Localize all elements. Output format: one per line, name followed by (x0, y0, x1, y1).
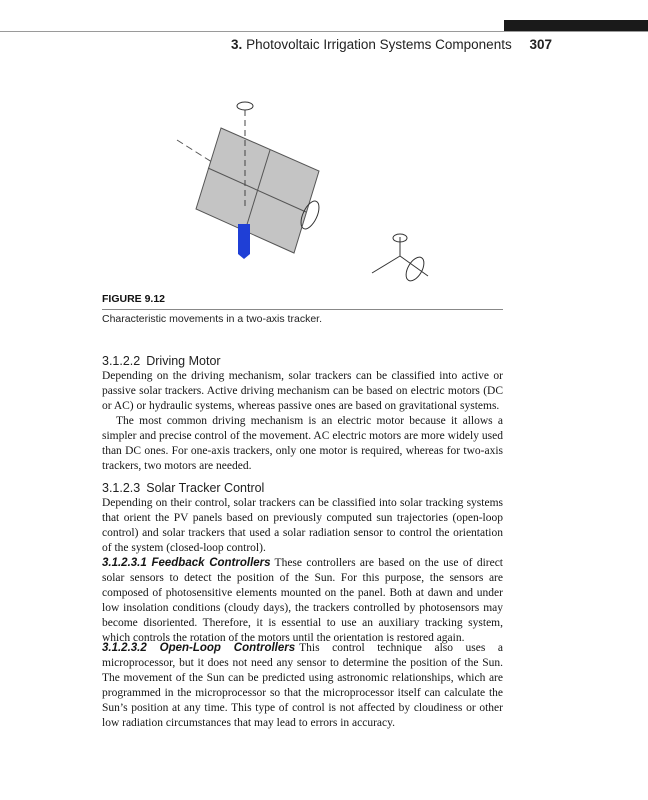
diagonal-axis-line (177, 140, 215, 164)
section-heading-driving-motor (102, 354, 221, 368)
feedback-controllers-paragraph (102, 556, 503, 646)
chapter-title: Photovoltaic Irrigation Systems Components (246, 37, 512, 52)
paragraph: Depending on their control, solar trackers can be classified into solar tracking systems that orient the PV panels based on previously computed sun trajectories (open-loop control) and solar trackers that used a solar radiation sensor to control the orientation of the system (closed-loop control). (102, 497, 503, 554)
chapter-number: 3. (231, 37, 243, 52)
section-title: Solar Tracker Control (146, 481, 265, 495)
section-title: Driving Motor (146, 354, 221, 368)
legend-tilt-rotation-icon (402, 254, 427, 284)
paragraph: The most common driving mechanism is an electric motor because it allows a simpler and precise control of the movement. AC electric motors are more widely used than DC ones. For one-axis trackers, only one motor is required, whereas for two-axis trackers, two motors are needed. (102, 415, 503, 472)
section-number: 3.1.2.2 (102, 354, 141, 368)
tracker-post (238, 224, 250, 254)
page-number: 307 (529, 37, 552, 52)
paragraph: Depending on the driving mechanism, solar trackers can be classified into active or passive solar trackers. Active driving mechanism can be based on electric motors (DC or AC) or hydraulic systems, whereas passive ones are based on gravitational systems. (102, 370, 503, 412)
open-loop-controllers-paragraph (102, 641, 503, 731)
subsection-heading: 3.1.2.3.1 Feedback Controllers (102, 557, 271, 569)
subsection-heading: 3.1.2.3.2 Open-Loop Controllers (102, 642, 296, 654)
figure-caption: Characteristic movements in a two-axis tracker. (102, 313, 322, 325)
two-axis-tracker-figure (160, 88, 460, 293)
header-bar (504, 20, 648, 31)
header-rule (0, 31, 648, 32)
section-heading-tracker-control (102, 481, 264, 495)
running-head (200, 37, 552, 52)
vertical-rotation-arrow (237, 102, 253, 110)
figure-rule (102, 309, 503, 310)
tracker-post-base (238, 254, 250, 259)
subsection-text: These controllers are based on the use of direct solar sensors to detect the position of the Sun. For this purpose, the sensors are composed of photosensitive elements mounted on the panel. Both at dawn and under low insolation conditions (cloudy days), the trackers controlled by photosensors may become disoriented. Therefore, it is essential to use an auxiliary tracking system, which controls the rotation of the motors until the orientation is restored again. (102, 557, 504, 644)
section-number: 3.1.2.3 (102, 481, 141, 495)
legend-left-axis (372, 256, 400, 273)
figure-label: FIGURE 9.12 (102, 293, 166, 305)
subsection-text: This control technique also uses a microprocessor, but it does not need any sensor to determine the position of the Sun. The movement of the Sun can be predicted using astronomic relationships, which are programmed in the microprocessor so that the microprocessor itself can calculate the Sun’s position at any time. This type of control is not affected by cloudiness or other low radiation circumstances that may lead to errors in accuracy. (102, 642, 503, 729)
